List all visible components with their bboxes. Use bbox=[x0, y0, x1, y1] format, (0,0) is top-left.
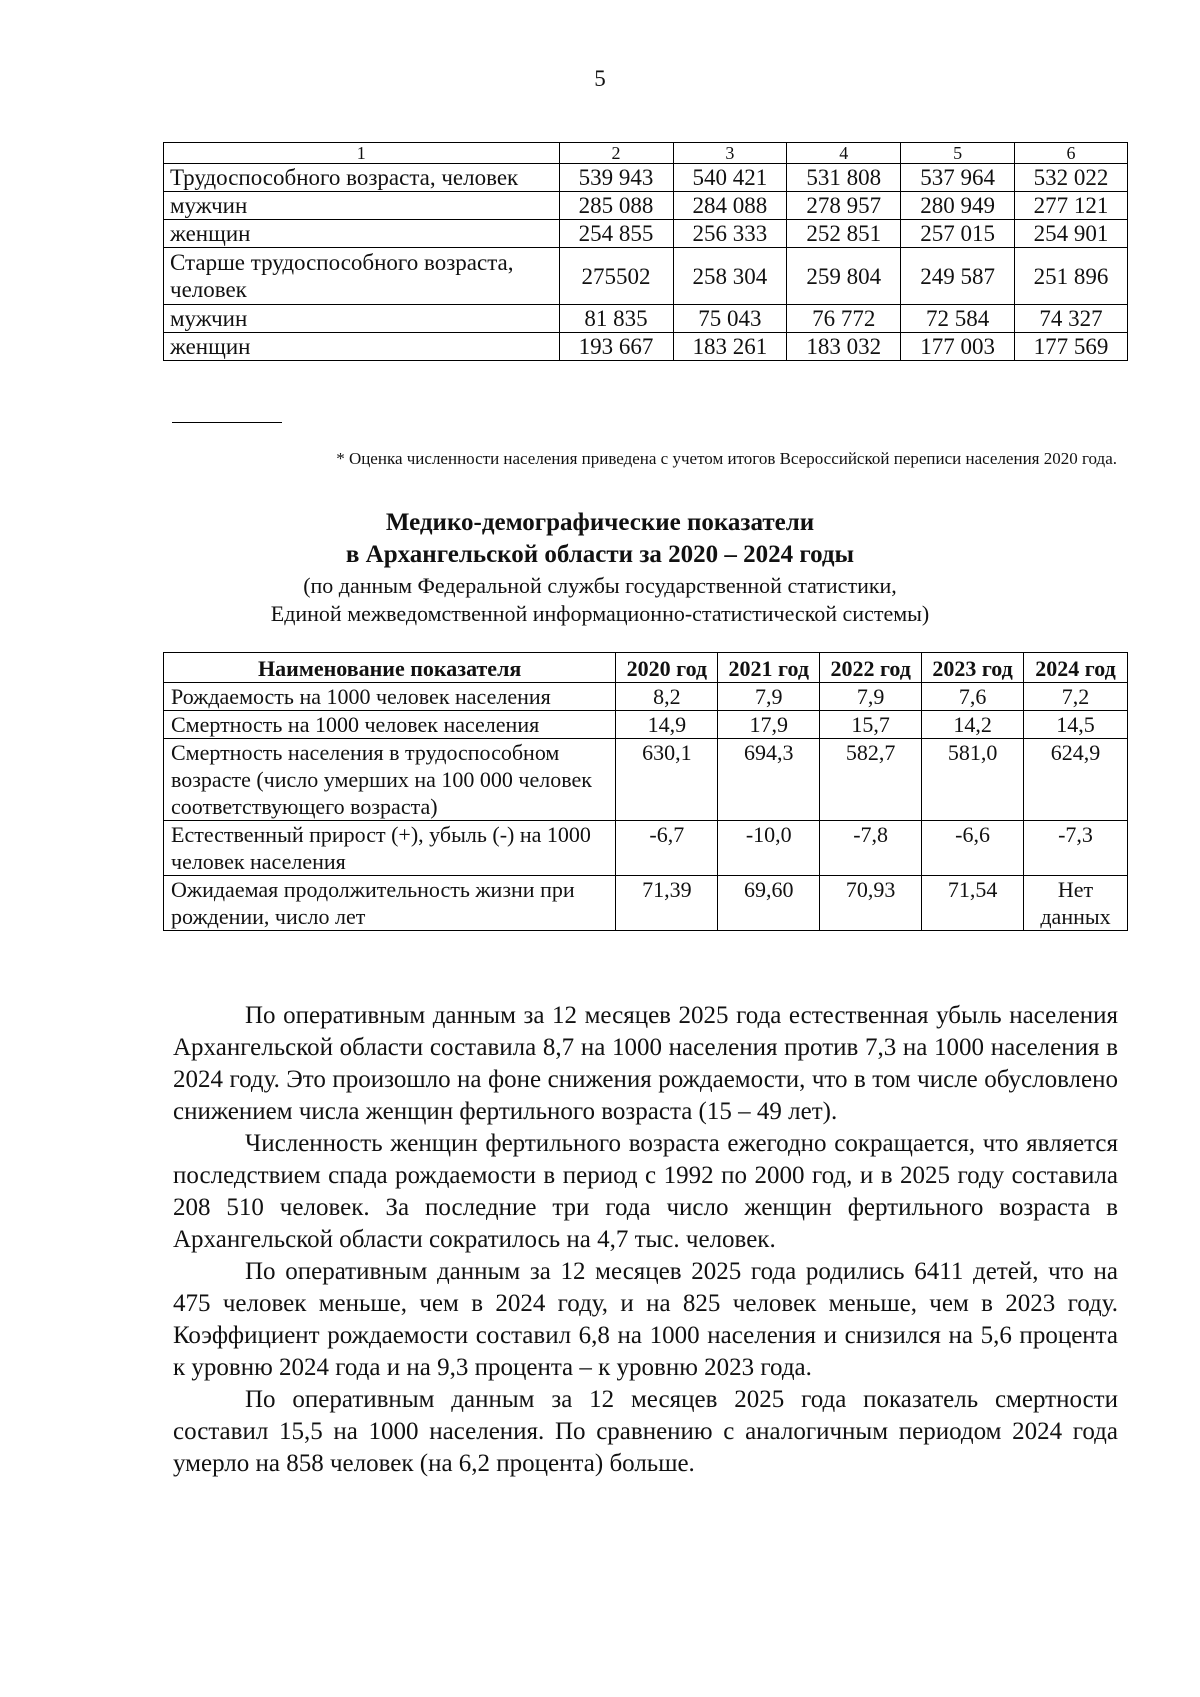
footnote-divider bbox=[172, 422, 282, 423]
table-cell: -10,0 bbox=[718, 821, 820, 876]
row-label: женщин bbox=[164, 220, 560, 248]
year-header: 2022 год bbox=[820, 653, 922, 683]
population-table bbox=[163, 142, 1128, 361]
table-cell: -7,3 bbox=[1024, 821, 1128, 876]
paragraph: По оперативным данным за 12 месяцев 2025 года родились 6411 детей, что на 475 человек меньше, чем в 2024 году, и на 825 человек меньше, чем в 2023 году. Коэффициент рождаемости составил 6,8 на 1000 населения и снизился на 5,6 процента к уровню 2024 года и на 9,3 процента – к уровню 2023 года. bbox=[173, 1258, 1118, 1381]
table-header-row bbox=[164, 143, 1128, 164]
row-label: Старше трудоспособного возраста, человек bbox=[164, 248, 560, 305]
row-label: женщин bbox=[164, 333, 560, 361]
table-cell: 72 584 bbox=[901, 305, 1015, 333]
paragraph: По оперативным данным за 12 месяцев 2025 года естественная убыль населения Архангельской области составила 8,7 на 1000 населения против 7,3 на 1000 населения в 2024 году. Это произошло на фоне снижения рождаемости, что в том числе обусловлено снижением числа женщин фертильного возраста (15 – 49 лет). bbox=[173, 1002, 1118, 1125]
table-cell: 582,7 bbox=[820, 739, 922, 821]
table-cell: 7,9 bbox=[718, 683, 820, 711]
column-number: 3 bbox=[673, 143, 787, 164]
table-cell: -6,7 bbox=[616, 821, 718, 876]
table-cell: 249 587 bbox=[901, 248, 1015, 305]
table-cell: 76 772 bbox=[787, 305, 901, 333]
paragraph: Численность женщин фертильного возраста ежегодно сокращается, что является последствием спада рождаемости в период с 1992 по 2000 год, и в 2025 году составила 208 510 человек. За последние три года число женщин фертильного возраста в Архангельской области сократилось на 4,7 тыс. человек. bbox=[173, 1130, 1118, 1253]
table-row bbox=[164, 220, 1128, 248]
row-label: Естественный прирост (+), убыль (-) на 1000 человек населения bbox=[164, 821, 616, 876]
table-cell: 71,54 bbox=[922, 876, 1024, 931]
row-label: Смертность на 1000 человек населения bbox=[164, 711, 616, 739]
column-number: 1 bbox=[164, 143, 560, 164]
table-cell: 17,9 bbox=[718, 711, 820, 739]
table-cell: 259 804 bbox=[787, 248, 901, 305]
table-cell: 71,39 bbox=[616, 876, 718, 931]
row-label: мужчин bbox=[164, 192, 560, 220]
table-cell: 7,2 bbox=[1024, 683, 1128, 711]
table-cell: 258 304 bbox=[673, 248, 787, 305]
year-header: 2023 год bbox=[922, 653, 1024, 683]
year-header: 2020 год bbox=[616, 653, 718, 683]
section-title-line2: в Архангельской области за 2020 – 2024 годы bbox=[345, 541, 855, 568]
year-header: 2021 год bbox=[718, 653, 820, 683]
table-cell: 284 088 bbox=[673, 192, 787, 220]
row-label: мужчин bbox=[164, 305, 560, 333]
column-number: 2 bbox=[559, 143, 673, 164]
table-cell: 252 851 bbox=[787, 220, 901, 248]
row-label: Трудоспособного возраста, человек bbox=[164, 164, 560, 192]
column-number: 5 bbox=[901, 143, 1015, 164]
table-cell: 257 015 bbox=[901, 220, 1015, 248]
table-row bbox=[164, 248, 1128, 305]
indicators-table bbox=[163, 652, 1128, 931]
table-cell: 254 855 bbox=[559, 220, 673, 248]
table-cell: 280 949 bbox=[901, 192, 1015, 220]
table-cell: 14,9 bbox=[616, 711, 718, 739]
table-row bbox=[164, 164, 1128, 192]
table-header-row bbox=[164, 653, 1128, 683]
body-text bbox=[173, 1000, 1118, 1480]
table-row bbox=[164, 876, 1128, 931]
table-cell: 183 261 bbox=[673, 333, 787, 361]
footnote: * Оценка численности населения приведена с учетом итогов Всероссийской переписи населения 2020 года. bbox=[336, 449, 1117, 468]
table-cell: 630,1 bbox=[616, 739, 718, 821]
table-cell: 278 957 bbox=[787, 192, 901, 220]
table-cell: 581,0 bbox=[922, 739, 1024, 821]
table-cell: Нет данных bbox=[1024, 876, 1128, 931]
page-number: 5 bbox=[594, 66, 606, 91]
year-header: 2024 год bbox=[1024, 653, 1128, 683]
table-cell: 251 896 bbox=[1015, 248, 1128, 305]
table-cell: 183 032 bbox=[787, 333, 901, 361]
table-cell: 285 088 bbox=[559, 192, 673, 220]
row-label: Ожидаемая продолжительность жизни при рождении, число лет bbox=[164, 876, 616, 931]
table-cell: 624,9 bbox=[1024, 739, 1128, 821]
table-row bbox=[164, 192, 1128, 220]
column-number: 6 bbox=[1015, 143, 1128, 164]
table-cell: 69,60 bbox=[718, 876, 820, 931]
column-number: 4 bbox=[787, 143, 901, 164]
table-cell: -6,6 bbox=[922, 821, 1024, 876]
table-cell: 74 327 bbox=[1015, 305, 1128, 333]
table-cell: 177 003 bbox=[901, 333, 1015, 361]
table-cell: 177 569 bbox=[1015, 333, 1128, 361]
section-subtitle: (по данным Федеральной службы государственной статистики, bbox=[303, 573, 897, 598]
table-cell: 540 421 bbox=[673, 164, 787, 192]
table-cell: -7,8 bbox=[820, 821, 922, 876]
table-cell: 277 121 bbox=[1015, 192, 1128, 220]
table-cell: 254 901 bbox=[1015, 220, 1128, 248]
table-row bbox=[164, 821, 1128, 876]
table-cell: 70,93 bbox=[820, 876, 922, 931]
table-cell: 256 333 bbox=[673, 220, 787, 248]
table-cell: 537 964 bbox=[901, 164, 1015, 192]
table-cell: 275502 bbox=[559, 248, 673, 305]
table-cell: 8,2 bbox=[616, 683, 718, 711]
table-row bbox=[164, 683, 1128, 711]
table-row bbox=[164, 711, 1128, 739]
table-row bbox=[164, 739, 1128, 821]
paragraph: По оперативным данным за 12 месяцев 2025 года показатель смертности составил 15,5 на 1000 населения. По сравнению с аналогичным периодом 2024 года умерло на 858 человек (на 6,2 процента) больше. bbox=[173, 1386, 1118, 1477]
section-subtitle-line2: Единой межведомственной информационно-статистической системы) bbox=[270, 601, 930, 626]
row-label: Смертность населения в трудоспособном возрасте (число умерших на 100 000 человек соответствующего возраста) bbox=[164, 739, 616, 821]
table-cell: 531 808 bbox=[787, 164, 901, 192]
table-row bbox=[164, 305, 1128, 333]
table-cell: 193 667 bbox=[559, 333, 673, 361]
table-cell: 7,9 bbox=[820, 683, 922, 711]
table-row bbox=[164, 333, 1128, 361]
indicator-name-header: Наименование показателя bbox=[164, 653, 616, 683]
table-cell: 694,3 bbox=[718, 739, 820, 821]
row-label: Рождаемость на 1000 человек населения bbox=[164, 683, 616, 711]
table-cell: 15,7 bbox=[820, 711, 922, 739]
table-cell: 14,5 bbox=[1024, 711, 1128, 739]
table-cell: 81 835 bbox=[559, 305, 673, 333]
table-cell: 7,6 bbox=[922, 683, 1024, 711]
table-cell: 539 943 bbox=[559, 164, 673, 192]
section-title: Медико-демографические показатели bbox=[385, 509, 815, 536]
table-cell: 14,2 bbox=[922, 711, 1024, 739]
table-cell: 532 022 bbox=[1015, 164, 1128, 192]
table-cell: 75 043 bbox=[673, 305, 787, 333]
